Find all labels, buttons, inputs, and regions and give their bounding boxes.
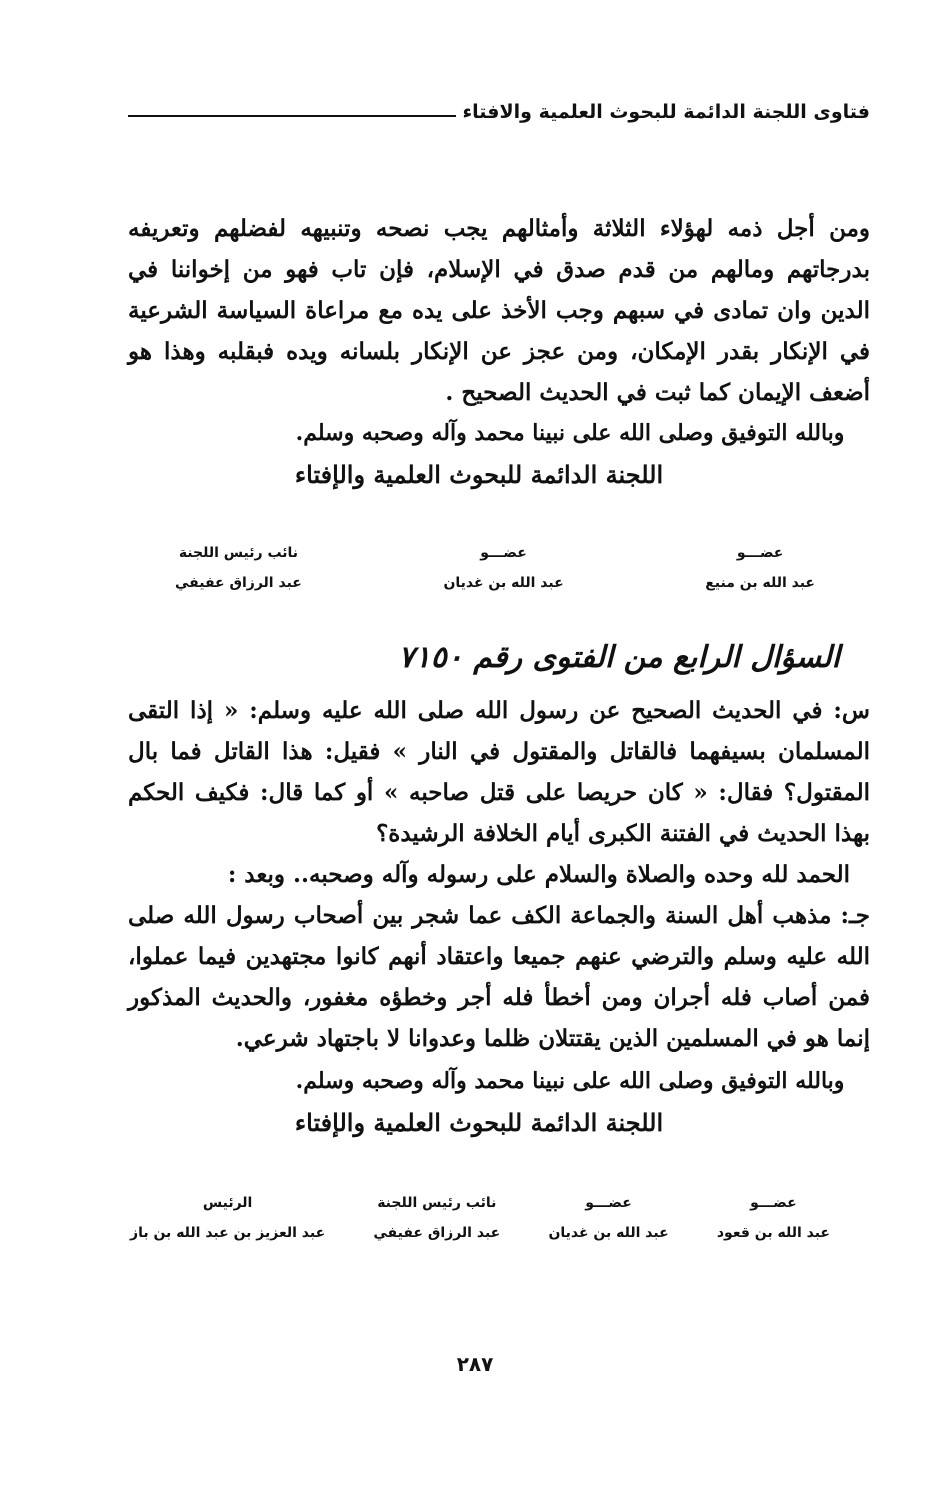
signature-role: نائب رئيس اللجنة xyxy=(377,1195,497,1211)
second-answer-intro: الحمد لله وحده والصلاة والسلام على رسوله وآله وصحبه.. وبعد : xyxy=(227,861,850,888)
first-signatures xyxy=(175,545,815,591)
signature-role: عضـــو xyxy=(480,545,527,561)
signature-name: عبد العزيز بن عبد الله بن باز xyxy=(130,1225,326,1241)
first-answer-paragraph: ومن أجل ذمه لهؤلاء الثلاثة وأمثالهم يجب نصحه وتنبيهه لفضلهم وتعريفه بدرجاتهم ومالهم من قدم صدق في الإسلام، فإن تاب فهو من إخواننا في الدين وان تمادى في سبهم وجب الأخذ على يده مع مراعاة السياسة الشرعية في الإنكار بقدر الإمكان، ومن عجز عن الإنكار بلسانه ويده فبقلبه وهذا هو أضعف الإيمان كما ثبت في الحديث الصحيح . xyxy=(128,215,871,406)
signature-block xyxy=(130,1195,325,1241)
second-signatures xyxy=(130,1195,830,1241)
running-header xyxy=(128,93,870,123)
page-number: ٢٨٧ xyxy=(456,1352,494,1376)
first-answer-closing: وبالله التوفيق وصلى الله على نبينا محمد وآله وصحبه وسلم. xyxy=(295,420,845,446)
second-committee-name: اللجنة الدائمة للبحوث العلمية والإفتاء xyxy=(294,1108,664,1137)
header-rule xyxy=(128,115,456,117)
signature-name: عبد الله بن غديان xyxy=(548,1225,669,1241)
question-paragraph: س: في الحديث الصحيح عن رسول الله صلى الله عليه وسلم: « إذا التقى المسلمان بسيفهما فالقاتل والمقتول في النار » فقيل: هذا القاتل فما بال المقتول؟ فقال: « كان حريصا على قتل صاحبه » أو كما قال: فكيف الحكم بهذا الحديث في الفتنة الكبرى أيام الخلافة الرشيدة؟ xyxy=(128,697,870,847)
signature-block xyxy=(548,1195,668,1241)
signature-block xyxy=(175,545,302,591)
signature-role: عضـــو xyxy=(750,1195,797,1211)
signature-role: نائب رئيس اللجنة xyxy=(178,545,299,561)
signature-role: عضـــو xyxy=(585,1195,632,1211)
signature-name: عبد الله بن قعود xyxy=(716,1225,830,1241)
signature-role: عضـــو xyxy=(736,545,784,561)
signature-block xyxy=(443,545,563,591)
second-answer-paragraph xyxy=(128,854,870,1059)
signature-name: عبد الله بن غديان xyxy=(443,575,564,591)
second-answer-closing: وبالله التوفيق وصلى الله على نبينا محمد وآله وصحبه وسلم. xyxy=(295,1068,845,1094)
signature-name: عبد الرزاق عفيفي xyxy=(175,575,302,591)
signature-block xyxy=(705,545,815,591)
first-committee-name: اللجنة الدائمة للبحوث العلمية والإفتاء xyxy=(294,460,664,489)
signature-block xyxy=(373,1195,500,1241)
signature-name: عبد الله بن منيع xyxy=(705,575,815,591)
signature-name: عبد الرزاق عفيفي xyxy=(373,1225,501,1241)
running-header-title: فتاوى اللجنة الدائمة للبحوث العلمية والافتاء xyxy=(462,101,870,123)
signature-block xyxy=(717,1195,830,1241)
second-answer-text: جـ: مذهب أهل السنة والجماعة الكف عما شجر بين أصحاب رسول الله صلى الله عليه وسلم والترضي عنهم جميعا واعتقاد أنهم كانوا مجتهدين فيما عملوا، فمن أصاب فله أجران ومن أخطأ فله أجر وخطؤه مغفور، والحديث المذكور إنما هو في المسلمين الذين يقتتلان ظلما وعدوانا لا باجتهاد شرعي. xyxy=(128,902,870,1052)
signature-role: الرئيس xyxy=(202,1195,253,1211)
question-heading: السؤال الرابع من الفتوى رقم ٧١٥٠ xyxy=(398,640,840,675)
